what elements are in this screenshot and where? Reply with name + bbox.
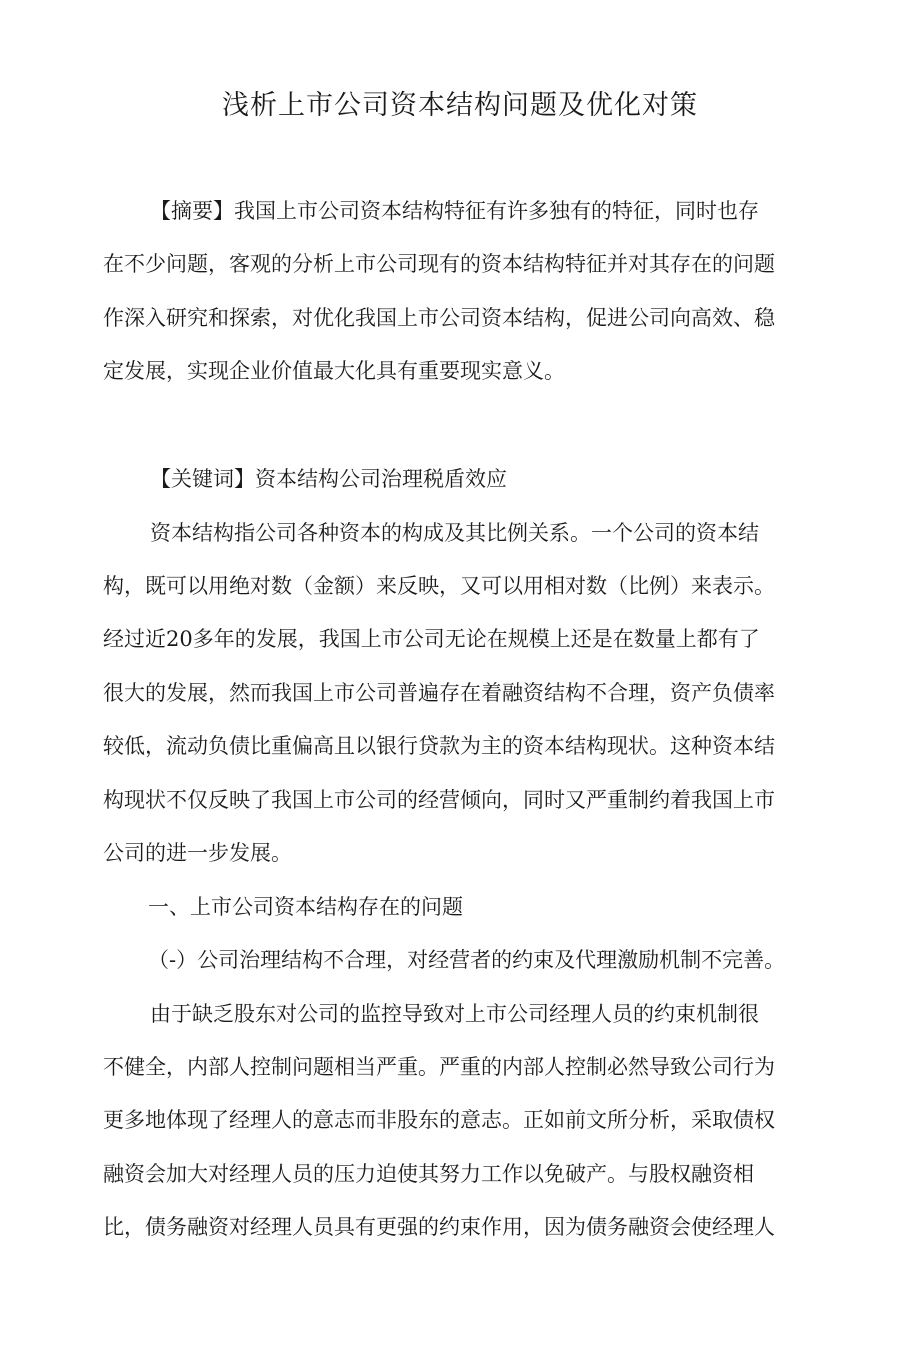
paragraph-line: 很大的发展，然而我国上市公司普遍存在着融资结构不合理，资产负债率 [103, 681, 775, 705]
paragraph-line: 融资会加大对经理人员的压力迫使其努力工作以免破产。与股权融资相 [103, 1162, 754, 1186]
abstract-line: 定发展，实现企业价值最大化具有重要现实意义。 [103, 359, 565, 383]
paragraph-line: 经过近20多年的发展，我国上市公司无论在规模上还是在数量上都有了 [103, 627, 760, 651]
document-title: 浅析上市公司资本结构问题及优化对策 [222, 90, 698, 121]
paragraph-line: 更多地体现了经理人的意志而非股东的意志。正如前文所分析，采取债权 [103, 1108, 775, 1132]
paragraph-line: 不健全，内部人控制问题相当严重。严重的内部人控制必然导致公司行为 [103, 1055, 775, 1079]
paragraph-line: 资本结构指公司各种资本的构成及其比例关系。一个公司的资本结 [150, 521, 759, 545]
subsection-heading: （-）公司治理结构不合理，对经营者的约束及代理激励机制不完善。 [148, 948, 786, 972]
paragraph-line: 较低，流动负债比重偏高且以银行贷款为主的资本结构现状。这种资本结 [103, 734, 775, 758]
keywords-line: 【关键词】资本结构公司治理税盾效应 [150, 467, 507, 491]
paragraph-line: 公司的进一步发展。 [103, 841, 292, 865]
paragraph-line: 比，债务融资对经理人员具有更强的约束作用，因为债务融资会使经理人 [103, 1215, 775, 1239]
abstract-line: 在不少问题，客观的分析上市公司现有的资本结构特征并对其存在的问题 [103, 252, 775, 276]
section-heading: 一、上市公司资本结构存在的问题 [148, 895, 463, 919]
paragraph-line: 由于缺乏股东对公司的监控导致对上市公司经理人员的约束机制很 [150, 1002, 759, 1026]
abstract-line: 【摘要】我国上市公司资本结构特征有许多独有的特征，同时也存 [150, 199, 759, 223]
paragraph-line: 构现状不仅反映了我国上市公司的经营倾向，同时又严重制约着我国上市 [103, 788, 775, 812]
paragraph-line: 构，既可以用绝对数（金额）来反映，又可以用相对数（比例）来表示。 [103, 574, 775, 598]
abstract-line: 作深入研究和探索，对优化我国上市公司资本结构，促进公司向高效、稳 [103, 306, 775, 330]
